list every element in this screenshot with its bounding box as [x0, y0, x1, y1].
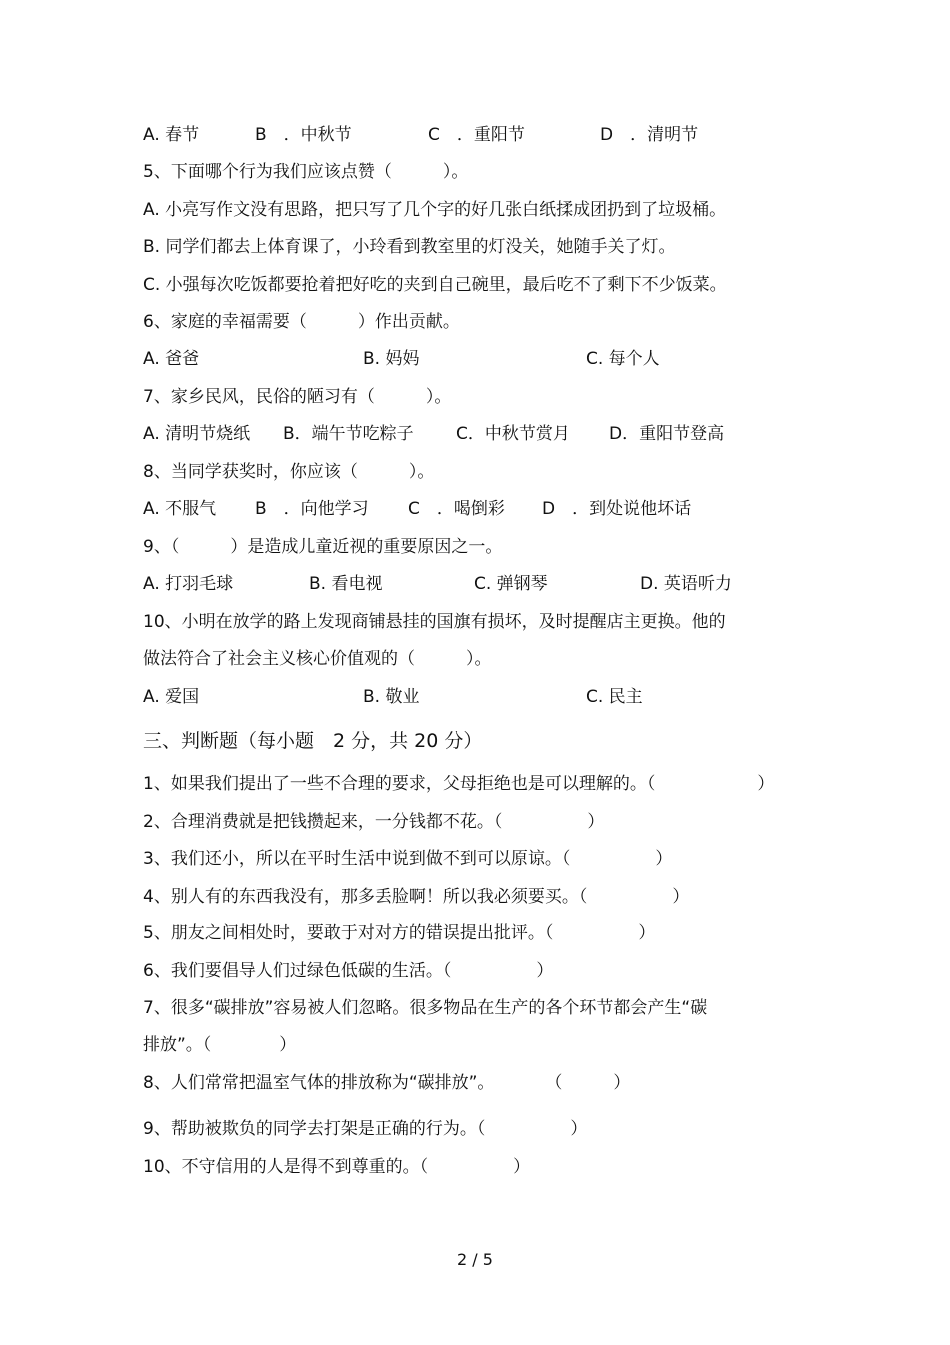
q5-option-c: C. 小强每次吃饭都要抢着把好吃的夹到自己碗里，最后吃不了剩下不少饭菜。: [143, 275, 727, 295]
judge-item-6: 6、我们要倡导人们过绿色低碳的生活。（ ）: [143, 961, 554, 981]
q7-option-a: A. 清明节烧纸: [143, 424, 251, 444]
q8-option-a: A. 不服气: [143, 499, 217, 519]
judge-item-7-line2: 排放”。（ ）: [143, 1035, 297, 1055]
q4-option-d: D ．清明节: [600, 125, 699, 145]
judge-item-7-line1: 7、很多“碳排放”容易被人们忽略。很多物品在生产的各个环节都会产生“碳: [143, 998, 708, 1018]
q7-option-c: C．中秋节赏月: [456, 424, 570, 444]
q6-option-b: B. 妈妈: [363, 349, 420, 369]
q7-option-b: B．端午节吃粽子: [283, 424, 414, 444]
q9-option-d: D. 英语听力: [640, 574, 732, 594]
q10-option-b: B. 敬业: [363, 687, 420, 707]
q8-option-c: C ．喝倒彩: [408, 499, 505, 519]
q10-stem-line1: 10、小明在放学的路上发现商铺悬挂的国旗有损坏，及时提醒店主更换。他的: [143, 612, 726, 632]
q9-option-b: B. 看电视: [309, 574, 383, 594]
page-number: 2 / 5: [457, 1250, 493, 1269]
judge-item-10: 10、不守信用的人是得不到尊重的。（ ）: [143, 1157, 531, 1177]
judge-item-1: 1、如果我们提出了一些不合理的要求，父母拒绝也是可以理解的。（ ）: [143, 774, 775, 794]
judge-item-3: 3、我们还小，所以在平时生活中说到做不到可以原谅。（ ）: [143, 849, 673, 869]
q8-option-d: D ．到处说他坏话: [542, 499, 692, 519]
judge-item-2: 2、合理消费就是把钱攒起来，一分钱都不花。（ ）: [143, 812, 605, 832]
judge-item-4: 4、别人有的东西我没有，那多丢脸啊！所以我必须要买。（ ）: [143, 887, 690, 907]
q9-option-c: C. 弹钢琴: [474, 574, 548, 594]
q9-stem: 9、（ ）是造成儿童近视的重要原因之一。: [143, 537, 503, 557]
q8-stem: 8、当同学获奖时，你应该（ ）。: [143, 462, 435, 482]
q5-stem: 5、下面哪个行为我们应该点赞（ ）。: [143, 162, 469, 182]
q7-stem: 7、家乡民风，民俗的陋习有（ ）。: [143, 387, 452, 407]
q10-option-a: A. 爱国: [143, 687, 200, 707]
judge-item-5: 5、朋友之间相处时，要敢于对对方的错误提出批评。（ ）: [143, 923, 656, 943]
q10-option-c: C. 民主: [586, 687, 643, 707]
judge-item-8: 8、人们常常把温室气体的排放称为“碳排放”。 （ ）: [143, 1073, 631, 1093]
judge-item-9: 9、帮助被欺负的同学去打架是正确的行为。（ ）: [143, 1119, 588, 1139]
q7-option-d: D．重阳节登高: [609, 424, 725, 444]
q10-stem-line2: 做法符合了社会主义核心价值观的（ ）。: [143, 649, 492, 669]
q4-option-b: B ．中秋节: [255, 125, 352, 145]
q6-stem: 6、家庭的幸福需要（ ）作出贡献。: [143, 312, 460, 332]
q4-option-a: A. 春节: [143, 125, 200, 145]
q8-option-b: B ．向他学习: [255, 499, 369, 519]
q5-option-b: B. 同学们都去上体育课了，小玲看到教室里的灯没关，她随手关了灯。: [143, 237, 676, 257]
q9-option-a: A. 打羽毛球: [143, 574, 234, 594]
q6-option-a: A. 爸爸: [143, 349, 200, 369]
q5-option-a: A. 小亮写作文没有思路，把只写了几个字的好几张白纸揉成团扔到了垃圾桶。: [143, 200, 727, 220]
q4-option-c: C ．重阳节: [428, 125, 525, 145]
section3-heading: 三、判断题（每小题 2 分，共 20 分）: [143, 730, 483, 752]
q6-option-c: C. 每个人: [586, 349, 660, 369]
